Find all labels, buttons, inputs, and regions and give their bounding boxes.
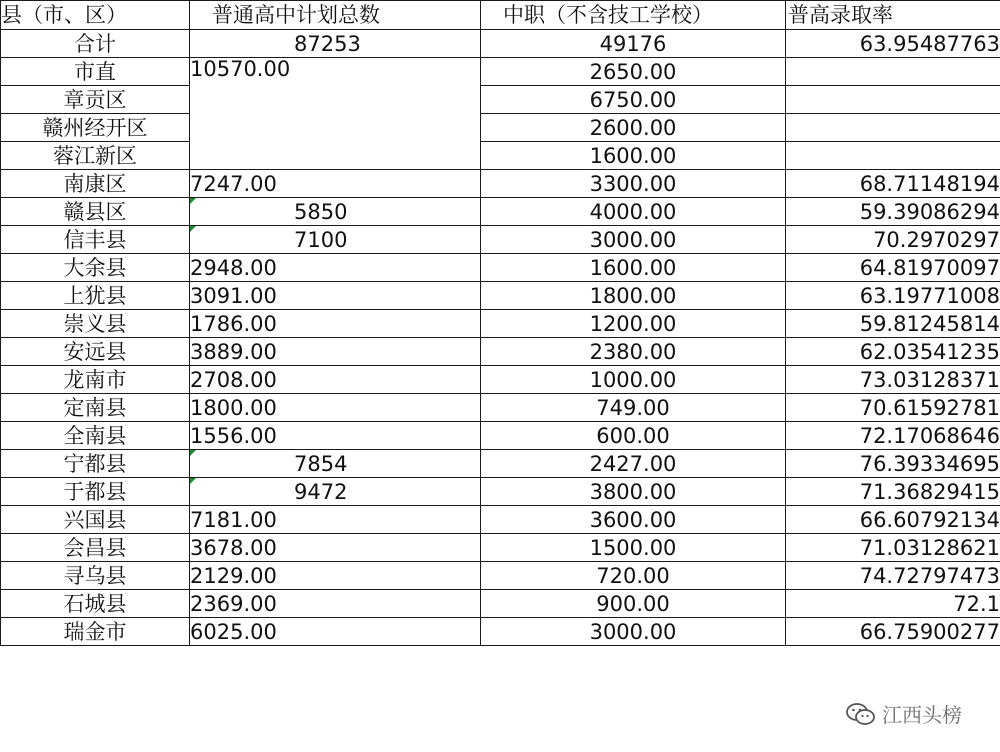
row-vocational: 2650.00 [481, 58, 786, 86]
row-name: 上犹县 [1, 282, 190, 310]
table-row [1, 282, 1000, 310]
row-rate: 62.03541235 [786, 338, 1000, 366]
row-rate: 66.75900277 [786, 618, 1000, 646]
row-name: 兴国县 [1, 506, 190, 534]
table-row [1, 366, 1000, 394]
merged-plan-cell: 10570.00 [190, 58, 481, 170]
row-rate: 70.2970297 [786, 226, 1000, 254]
table-row [1, 226, 1000, 254]
row-vocational: 1200.00 [481, 310, 786, 338]
row-rate: 63.19771008 [786, 282, 1000, 310]
row-rate: 71.03128621 [786, 534, 1000, 562]
row-plan: 3091.00 [190, 282, 481, 310]
table-row [1, 590, 1000, 618]
row-rate: 70.61592781 [786, 394, 1000, 422]
row-name: 大余县 [1, 254, 190, 282]
row-name: 于都县 [1, 478, 190, 506]
row-plan: 7181.00 [190, 506, 481, 534]
table-row [1, 254, 1000, 282]
row-plan: 7100 [190, 226, 481, 254]
row-name: 安远县 [1, 338, 190, 366]
row-rate [786, 114, 1000, 142]
row-vocational: 1600.00 [481, 254, 786, 282]
row-vocational: 600.00 [481, 422, 786, 450]
row-vocational: 1500.00 [481, 534, 786, 562]
header-admission-rate: 普高录取率 [786, 1, 1000, 30]
row-plan: 1556.00 [190, 422, 481, 450]
total-rate: 63.95487763 [786, 30, 1000, 58]
row-rate: 68.71148194 [786, 170, 1000, 198]
row-plan: 2708.00 [190, 366, 481, 394]
row-vocational: 1800.00 [481, 282, 786, 310]
cell-flag-marker [190, 226, 196, 232]
table-row [1, 338, 1000, 366]
table-row [1, 450, 1000, 478]
row-name: 崇义县 [1, 310, 190, 338]
row-name: 石城县 [1, 590, 190, 618]
row-vocational: 4000.00 [481, 198, 786, 226]
row-vocational: 749.00 [481, 394, 786, 422]
row-name: 蓉江新区 [1, 142, 190, 170]
row-rate: 64.81970097 [786, 254, 1000, 282]
row-name: 全南县 [1, 422, 190, 450]
row-plan: 1800.00 [190, 394, 481, 422]
row-vocational: 3000.00 [481, 226, 786, 254]
row-vocational: 2600.00 [481, 114, 786, 142]
total-row [1, 30, 1000, 58]
row-name: 寻乌县 [1, 562, 190, 590]
row-vocational: 6750.00 [481, 86, 786, 114]
row-vocational: 720.00 [481, 562, 786, 590]
row-vocational: 3800.00 [481, 478, 786, 506]
table-row [1, 506, 1000, 534]
table-row [1, 478, 1000, 506]
row-plan: 3889.00 [190, 338, 481, 366]
row-name: 市直 [1, 58, 190, 86]
row-name: 龙南市 [1, 366, 190, 394]
row-rate: 59.39086294 [786, 198, 1000, 226]
table-row [1, 114, 1000, 142]
cell-flag-marker [190, 198, 196, 204]
wechat-icon [846, 702, 876, 726]
row-rate: 71.36829415 [786, 478, 1000, 506]
table-row [1, 86, 1000, 114]
row-name: 赣县区 [1, 198, 190, 226]
row-name: 瑞金市 [1, 618, 190, 646]
row-name: 会昌县 [1, 534, 190, 562]
row-plan: 7854 [190, 450, 481, 478]
table-row [1, 562, 1000, 590]
total-vocational: 49176 [481, 30, 786, 58]
row-plan: 6025.00 [190, 618, 481, 646]
row-rate [786, 86, 1000, 114]
total-plan: 87253 [190, 30, 481, 58]
table-row [1, 534, 1000, 562]
row-vocational: 3000.00 [481, 618, 786, 646]
header-row [1, 1, 1000, 30]
row-rate: 59.81245814 [786, 310, 1000, 338]
row-plan: 9472 [190, 478, 481, 506]
row-name: 定南县 [1, 394, 190, 422]
header-vocational: 中职（不含技工学校） [481, 1, 786, 30]
row-plan: 1786.00 [190, 310, 481, 338]
row-rate: 66.60792134 [786, 506, 1000, 534]
row-rate: 74.72797473 [786, 562, 1000, 590]
header-plan-total: 普通高中计划总数 [190, 1, 481, 30]
row-rate: 72.1 [786, 590, 1000, 618]
row-rate: 72.17068646 [786, 422, 1000, 450]
row-vocational: 1000.00 [481, 366, 786, 394]
row-name: 南康区 [1, 170, 190, 198]
row-plan: 5850 [190, 198, 481, 226]
row-name: 章贡区 [1, 86, 190, 114]
row-plan: 2369.00 [190, 590, 481, 618]
row-plan: 3678.00 [190, 534, 481, 562]
table-row [1, 422, 1000, 450]
row-rate: 73.03128371 [786, 366, 1000, 394]
header-county: 县（市、区） [1, 1, 190, 30]
table-row [1, 198, 1000, 226]
table-row [1, 170, 1000, 198]
table-row [1, 618, 1000, 646]
table-row [1, 310, 1000, 338]
row-rate [786, 142, 1000, 170]
row-vocational: 2427.00 [481, 450, 786, 478]
cell-flag-marker [190, 478, 196, 484]
row-vocational: 3600.00 [481, 506, 786, 534]
row-plan: 7247.00 [190, 170, 481, 198]
cell-flag-marker [190, 450, 196, 456]
watermark-text: 江西头榜 [882, 703, 962, 727]
table-row [1, 58, 1000, 86]
row-rate: 76.39334695 [786, 450, 1000, 478]
row-plan: 2948.00 [190, 254, 481, 282]
row-vocational: 900.00 [481, 590, 786, 618]
total-name: 合计 [1, 30, 190, 58]
row-name: 信丰县 [1, 226, 190, 254]
row-name: 赣州经开区 [1, 114, 190, 142]
table-row [1, 394, 1000, 422]
row-rate [786, 58, 1000, 86]
row-vocational: 3300.00 [481, 170, 786, 198]
row-vocational: 1600.00 [481, 142, 786, 170]
row-plan: 2129.00 [190, 562, 481, 590]
row-vocational: 2380.00 [481, 338, 786, 366]
watermark [846, 699, 962, 728]
row-name: 宁都县 [1, 450, 190, 478]
table-row [1, 142, 1000, 170]
